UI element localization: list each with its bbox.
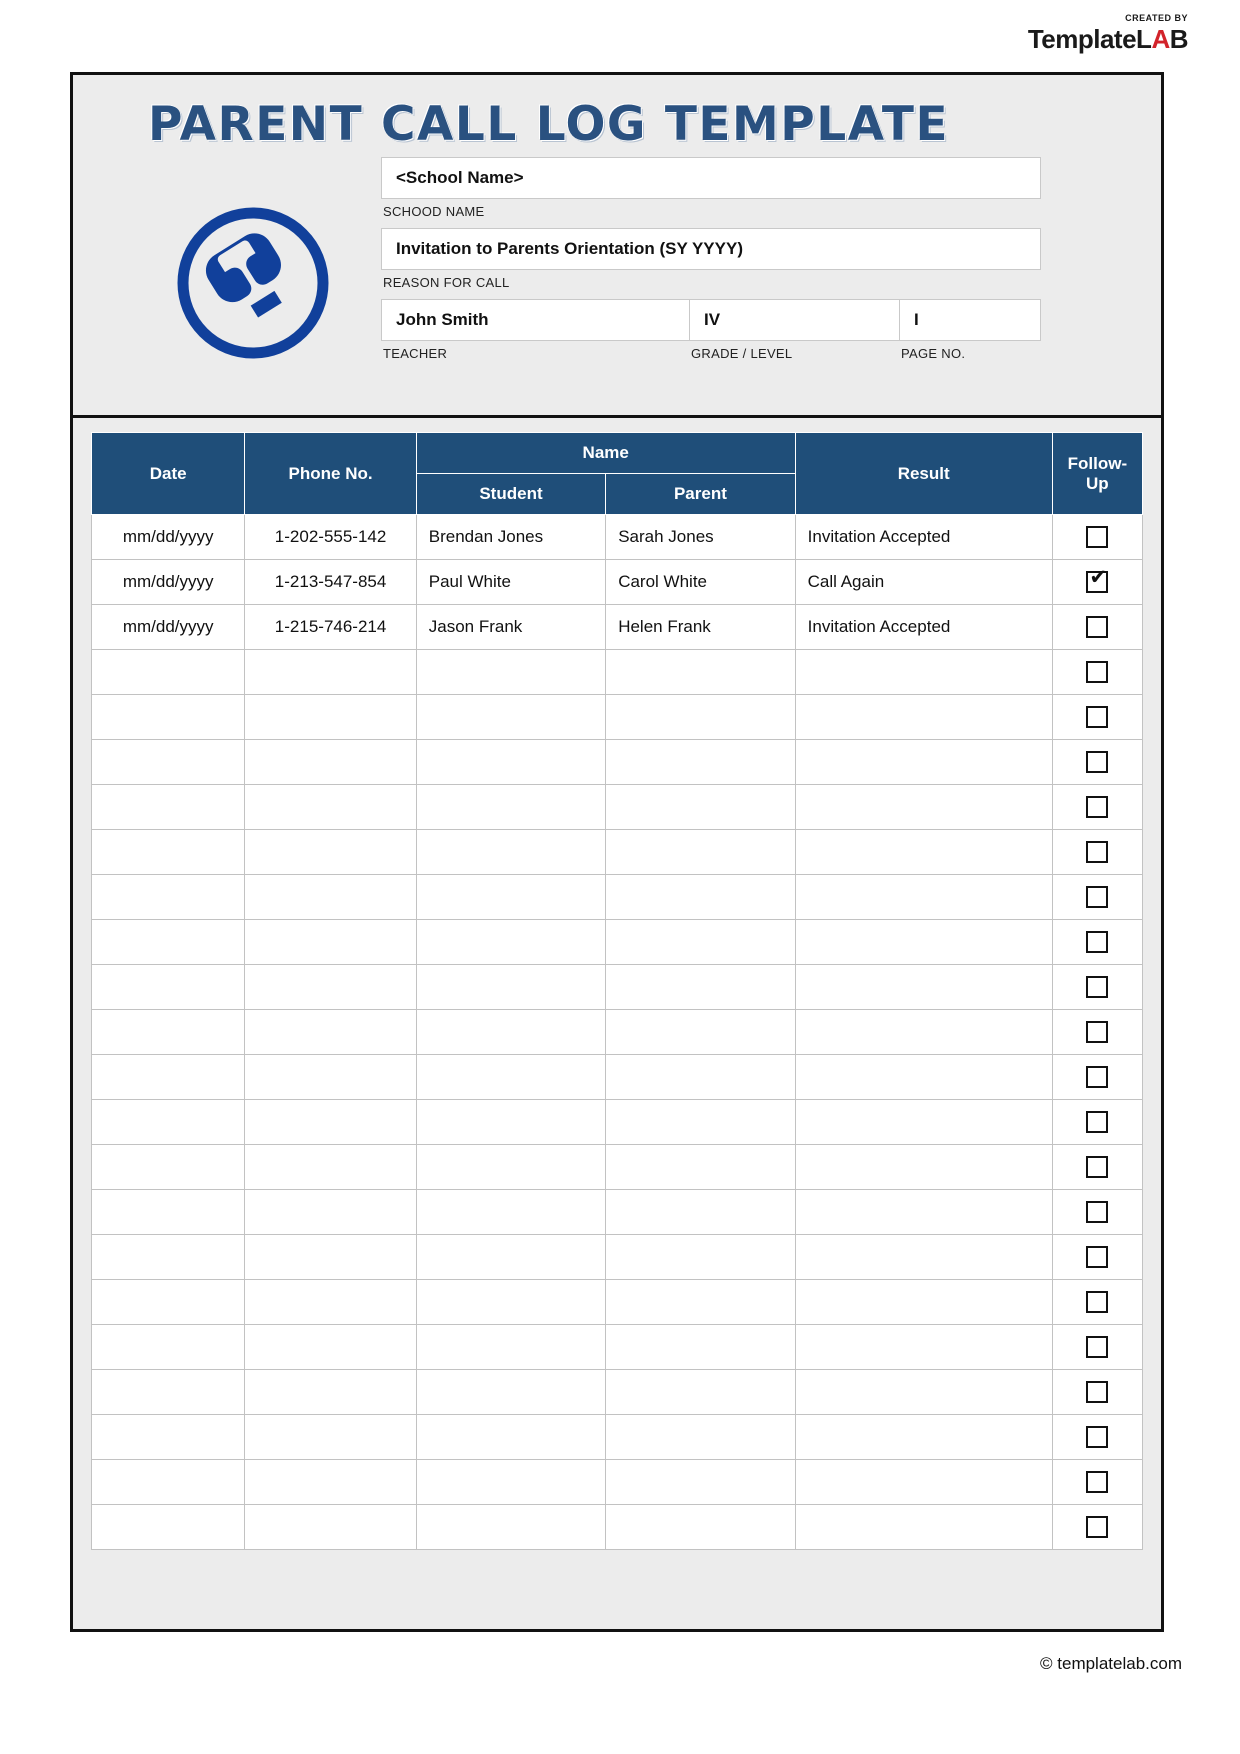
table-row <box>92 1010 1143 1055</box>
table-row <box>92 560 1143 605</box>
checkbox-icon[interactable] <box>1086 1426 1108 1448</box>
cell-phone[interactable] <box>245 1055 416 1100</box>
cell-student[interactable] <box>416 1145 605 1190</box>
table-row <box>92 740 1143 785</box>
cell-phone[interactable]: 1-202-555-142 <box>245 515 416 560</box>
cell-date[interactable] <box>92 740 245 785</box>
cell-phone[interactable] <box>245 740 416 785</box>
table-row <box>92 515 1143 560</box>
cell-date[interactable] <box>92 920 245 965</box>
cell-result[interactable] <box>795 1370 1052 1415</box>
cell-date[interactable] <box>92 1505 245 1550</box>
cell-phone[interactable] <box>245 650 416 695</box>
cell-follow-up[interactable] <box>1052 965 1142 1010</box>
brand-name <box>1028 26 1188 52</box>
footer-copyright: © templatelab.com <box>1040 1654 1182 1673</box>
cell-phone[interactable] <box>245 1145 416 1190</box>
cell-follow-up[interactable] <box>1052 1460 1142 1505</box>
cell-student[interactable] <box>416 1010 605 1055</box>
cell-result[interactable]: Invitation Accepted <box>795 515 1052 560</box>
cell-date[interactable] <box>92 875 245 920</box>
table-row <box>92 1325 1143 1370</box>
cell-result[interactable] <box>795 695 1052 740</box>
cell-follow-up[interactable] <box>1052 830 1142 875</box>
checkbox-icon[interactable] <box>1086 886 1108 908</box>
cell-phone[interactable] <box>245 695 416 740</box>
table-row <box>92 1100 1143 1145</box>
cell-date[interactable] <box>92 1370 245 1415</box>
cell-parent[interactable] <box>606 785 795 830</box>
cell-student[interactable] <box>416 695 605 740</box>
th-name: Name <box>416 433 795 474</box>
call-log-table-wrapper <box>73 418 1161 1568</box>
cell-phone[interactable]: 1-213-547-854 <box>245 560 416 605</box>
cell-student[interactable] <box>416 830 605 875</box>
page-no-field[interactable]: I <box>899 299 1041 341</box>
cell-parent[interactable] <box>606 830 795 875</box>
cell-student[interactable] <box>416 1235 605 1280</box>
cell-follow-up[interactable] <box>1052 1325 1142 1370</box>
cell-follow-up[interactable] <box>1052 1235 1142 1280</box>
brand-name-l: L <box>1136 24 1152 54</box>
checkbox-icon[interactable] <box>1086 706 1108 728</box>
cell-student[interactable] <box>416 875 605 920</box>
checkbox-icon[interactable] <box>1086 1156 1108 1178</box>
cell-parent[interactable] <box>606 650 795 695</box>
cell-date[interactable]: mm/dd/yyyy <box>92 560 245 605</box>
cell-student[interactable] <box>416 965 605 1010</box>
cell-student[interactable] <box>416 1505 605 1550</box>
brand-name-b: B <box>1169 24 1188 54</box>
cell-follow-up[interactable] <box>1052 1100 1142 1145</box>
templatelab-brand <box>1028 14 1188 52</box>
checkbox-icon[interactable] <box>1086 976 1108 998</box>
cell-follow-up[interactable] <box>1052 1145 1142 1190</box>
cell-date[interactable] <box>92 1145 245 1190</box>
cell-student[interactable]: Jason Frank <box>416 605 605 650</box>
cell-student[interactable] <box>416 740 605 785</box>
cell-parent[interactable] <box>606 1055 795 1100</box>
reason-for-call-field[interactable]: Invitation to Parents Orientation (SY YYYY) <box>381 228 1041 270</box>
cell-date[interactable] <box>92 1325 245 1370</box>
cell-date[interactable] <box>92 965 245 1010</box>
checkbox-icon[interactable] <box>1086 1381 1108 1403</box>
cell-parent[interactable] <box>606 1460 795 1505</box>
cell-date[interactable] <box>92 830 245 875</box>
cell-result[interactable] <box>795 875 1052 920</box>
checkbox-icon[interactable] <box>1086 661 1108 683</box>
grade-level-field[interactable]: IV <box>689 299 899 341</box>
cell-student[interactable] <box>416 650 605 695</box>
cell-result[interactable] <box>795 740 1052 785</box>
cell-date[interactable]: mm/dd/yyyy <box>92 605 245 650</box>
cell-follow-up[interactable] <box>1052 740 1142 785</box>
checkbox-icon[interactable] <box>1086 1471 1108 1493</box>
checkbox-icon[interactable] <box>1086 751 1108 773</box>
table-row <box>92 1145 1143 1190</box>
page-title: PARENT CALL LOG TEMPLATE <box>148 97 950 152</box>
cell-parent[interactable] <box>606 1190 795 1235</box>
cell-result[interactable]: Call Again <box>795 560 1052 605</box>
cell-student[interactable] <box>416 1100 605 1145</box>
cell-date[interactable] <box>92 1055 245 1100</box>
brand-created-by: CREATED BY <box>1125 13 1188 23</box>
cell-student[interactable] <box>416 1370 605 1415</box>
cell-phone[interactable] <box>245 830 416 875</box>
cell-follow-up[interactable] <box>1052 515 1142 560</box>
cell-date[interactable] <box>92 695 245 740</box>
cell-follow-up[interactable] <box>1052 1010 1142 1055</box>
cell-parent[interactable] <box>606 875 795 920</box>
th-date: Date <box>92 433 245 515</box>
table-row <box>92 1055 1143 1100</box>
grade-level-label: GRADE / LEVEL <box>691 346 793 361</box>
cell-follow-up[interactable] <box>1052 650 1142 695</box>
cell-parent[interactable]: Sarah Jones <box>606 515 795 560</box>
table-row <box>92 1235 1143 1280</box>
document-sheet <box>70 72 1164 1632</box>
table-row <box>92 1370 1143 1415</box>
cell-parent[interactable] <box>606 1415 795 1460</box>
cell-phone[interactable]: 1-215-746-214 <box>245 605 416 650</box>
cell-parent[interactable] <box>606 1505 795 1550</box>
cell-student[interactable]: Brendan Jones <box>416 515 605 560</box>
checkbox-icon[interactable] <box>1086 1291 1108 1313</box>
table-row <box>92 830 1143 875</box>
table-body <box>92 515 1143 1550</box>
cell-follow-up[interactable] <box>1052 1505 1142 1550</box>
cell-phone[interactable] <box>245 1280 416 1325</box>
cell-parent[interactable] <box>606 965 795 1010</box>
header-fields <box>381 157 1041 361</box>
table-row <box>92 785 1143 830</box>
cell-date[interactable] <box>92 1100 245 1145</box>
cell-student[interactable] <box>416 1055 605 1100</box>
cell-result[interactable] <box>795 1190 1052 1235</box>
cell-parent[interactable] <box>606 695 795 740</box>
teacher-field[interactable]: John Smith <box>381 299 689 341</box>
cell-follow-up[interactable] <box>1052 875 1142 920</box>
cell-result[interactable] <box>795 920 1052 965</box>
phone-in-circle-icon <box>173 203 333 363</box>
cell-date[interactable] <box>92 1010 245 1055</box>
table-row <box>92 875 1143 920</box>
teacher-label: TEACHER <box>383 346 448 361</box>
cell-result[interactable] <box>795 1415 1052 1460</box>
checkbox-icon[interactable] <box>1086 931 1108 953</box>
cell-parent[interactable] <box>606 920 795 965</box>
checkbox-icon[interactable] <box>1086 1021 1108 1043</box>
table-row <box>92 965 1143 1010</box>
call-log-table <box>91 432 1143 1550</box>
brand-name-template: Template <box>1027 24 1137 54</box>
cell-parent[interactable] <box>606 1010 795 1055</box>
cell-parent[interactable] <box>606 1100 795 1145</box>
cell-student[interactable] <box>416 920 605 965</box>
checkbox-icon[interactable] <box>1086 1246 1108 1268</box>
cell-phone[interactable] <box>245 1460 416 1505</box>
cell-follow-up[interactable] <box>1052 920 1142 965</box>
page-no-label: PAGE NO. <box>901 346 966 361</box>
cell-date[interactable] <box>92 1415 245 1460</box>
school-name-label: SCHOOD NAME <box>383 204 485 219</box>
cell-follow-up[interactable] <box>1052 1280 1142 1325</box>
cell-student[interactable] <box>416 1460 605 1505</box>
cell-follow-up[interactable] <box>1052 1370 1142 1415</box>
cell-follow-up[interactable] <box>1052 695 1142 740</box>
cell-parent[interactable] <box>606 1280 795 1325</box>
reason-for-call-label: REASON FOR CALL <box>383 275 510 290</box>
cell-phone[interactable] <box>245 965 416 1010</box>
checkbox-icon[interactable] <box>1086 1516 1108 1538</box>
cell-parent[interactable] <box>606 1145 795 1190</box>
cell-follow-up[interactable] <box>1052 1190 1142 1235</box>
cell-phone[interactable] <box>245 1235 416 1280</box>
checkbox-icon[interactable] <box>1086 1111 1108 1133</box>
cell-phone[interactable] <box>245 1325 416 1370</box>
cell-follow-up[interactable] <box>1052 1055 1142 1100</box>
cell-date[interactable] <box>92 785 245 830</box>
cell-date[interactable]: mm/dd/yyyy <box>92 515 245 560</box>
cell-phone[interactable] <box>245 875 416 920</box>
cell-result[interactable] <box>795 1460 1052 1505</box>
th-parent: Parent <box>606 474 795 515</box>
cell-phone[interactable] <box>245 785 416 830</box>
th-follow-up: Follow-Up <box>1052 433 1142 515</box>
table-head <box>92 433 1143 515</box>
th-result: Result <box>795 433 1052 515</box>
cell-phone[interactable] <box>245 1505 416 1550</box>
cell-result[interactable] <box>795 650 1052 695</box>
table-row <box>92 920 1143 965</box>
checkbox-checked-icon[interactable] <box>1086 571 1108 593</box>
checkbox-icon[interactable] <box>1086 796 1108 818</box>
cell-follow-up[interactable] <box>1052 605 1142 650</box>
cell-result[interactable] <box>795 1280 1052 1325</box>
checkbox-icon[interactable] <box>1086 1066 1108 1088</box>
cell-date[interactable] <box>92 650 245 695</box>
cell-result[interactable] <box>795 1055 1052 1100</box>
cell-student[interactable] <box>416 1415 605 1460</box>
checkbox-icon[interactable] <box>1086 526 1108 548</box>
cell-student[interactable]: Paul White <box>416 560 605 605</box>
cell-date[interactable] <box>92 1235 245 1280</box>
cell-phone[interactable] <box>245 1415 416 1460</box>
table-row <box>92 1460 1143 1505</box>
cell-date[interactable] <box>92 1460 245 1505</box>
cell-result[interactable] <box>795 1505 1052 1550</box>
cell-date[interactable] <box>92 1190 245 1235</box>
checkbox-icon[interactable] <box>1086 1201 1108 1223</box>
th-student: Student <box>416 474 605 515</box>
cell-parent[interactable]: Helen Frank <box>606 605 795 650</box>
cell-student[interactable] <box>416 785 605 830</box>
cell-parent[interactable] <box>606 1370 795 1415</box>
cell-student[interactable] <box>416 1325 605 1370</box>
cell-follow-up[interactable] <box>1052 1415 1142 1460</box>
cell-student[interactable] <box>416 1190 605 1235</box>
teacher-grade-page-row <box>381 299 1041 341</box>
cell-result[interactable] <box>795 965 1052 1010</box>
table-header-row-1 <box>92 433 1143 474</box>
cell-follow-up[interactable] <box>1052 785 1142 830</box>
cell-parent[interactable]: Carol White <box>606 560 795 605</box>
cell-result[interactable]: Invitation Accepted <box>795 605 1052 650</box>
cell-phone[interactable] <box>245 1190 416 1235</box>
checkbox-icon[interactable] <box>1086 841 1108 863</box>
cell-result[interactable] <box>795 830 1052 875</box>
cell-student[interactable] <box>416 1280 605 1325</box>
cell-result[interactable] <box>795 1145 1052 1190</box>
table-row <box>92 695 1143 740</box>
cell-phone[interactable] <box>245 920 416 965</box>
cell-result[interactable] <box>795 1235 1052 1280</box>
table-row <box>92 1280 1143 1325</box>
table-row <box>92 1190 1143 1235</box>
cell-follow-up[interactable] <box>1052 560 1142 605</box>
header-zone <box>73 75 1161 418</box>
school-name-field[interactable]: <School Name> <box>381 157 1041 199</box>
cell-phone[interactable] <box>245 1100 416 1145</box>
cell-phone[interactable] <box>245 1370 416 1415</box>
cell-phone[interactable] <box>245 1010 416 1055</box>
cell-parent[interactable] <box>606 1325 795 1370</box>
cell-result[interactable] <box>795 1010 1052 1055</box>
cell-result[interactable] <box>795 1100 1052 1145</box>
table-row <box>92 1415 1143 1460</box>
cell-result[interactable] <box>795 1325 1052 1370</box>
teacher-grade-page-labels <box>381 341 1041 361</box>
brand-name-a: A <box>1151 24 1170 54</box>
checkbox-icon[interactable] <box>1086 1336 1108 1358</box>
table-row <box>92 605 1143 650</box>
cell-parent[interactable] <box>606 740 795 785</box>
cell-result[interactable] <box>795 785 1052 830</box>
cell-parent[interactable] <box>606 1235 795 1280</box>
checkbox-icon[interactable] <box>1086 616 1108 638</box>
table-row <box>92 650 1143 695</box>
table-row <box>92 1505 1143 1550</box>
cell-date[interactable] <box>92 1280 245 1325</box>
th-phone: Phone No. <box>245 433 416 515</box>
